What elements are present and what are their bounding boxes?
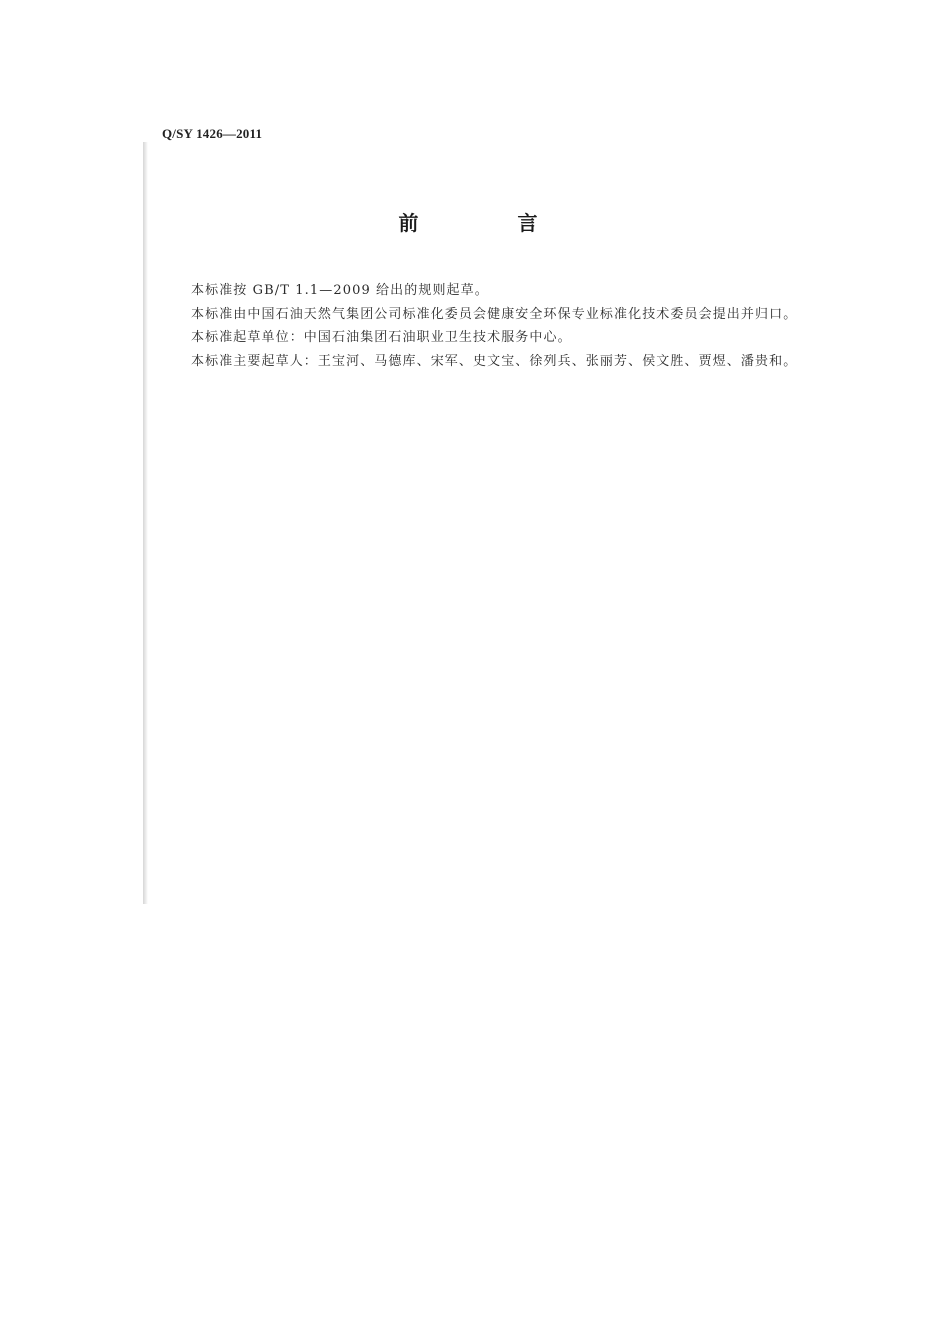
paragraph-proposer: 本标准由中国石油天然气集团公司标准化委员会健康安全环保专业标准化技术委员会提出并归口。 (191, 306, 798, 322)
paragraph-drafting-unit: 本标准起草单位：中国石油集团石油职业卫生技术服务中心。 (191, 330, 572, 345)
standard-code-header: Q/SY 1426—2011 (162, 126, 263, 141)
preface-body (162, 279, 824, 373)
preface-title: 前 言 (398, 211, 584, 235)
paragraph-drafters: 本标准主要起草人：王宝河、马德库、宋军、史文宝、徐列兵、张丽芳、侯文胜、贾煜、潘贵和。 (191, 353, 798, 369)
paragraph-drafting-rules: 本标准按 GB/T 1.1—2009 给出的规则起草。 (191, 283, 489, 298)
scan-edge-shadow (143, 142, 148, 904)
